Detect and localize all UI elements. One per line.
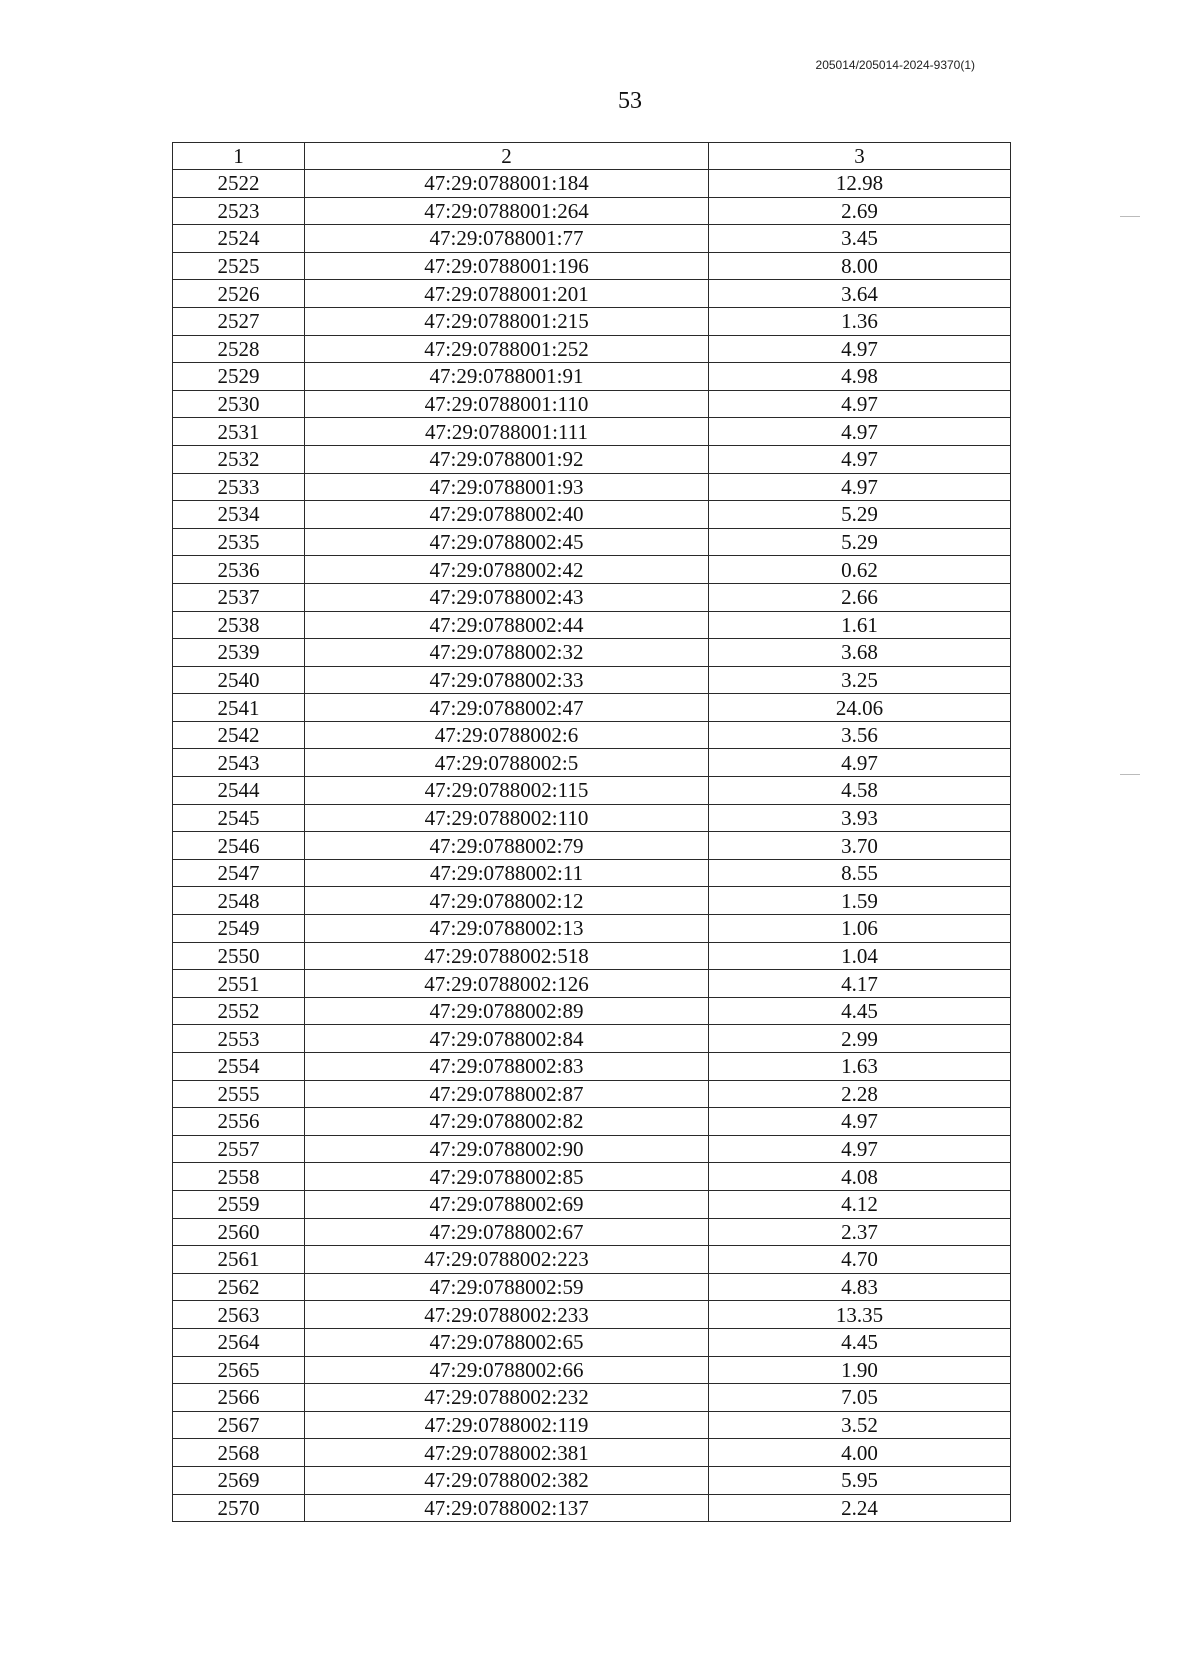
value-cell: 12.98 (709, 170, 1011, 198)
cadastral-number-cell: 47:29:0788002:233 (305, 1301, 709, 1329)
table-row (173, 1025, 1011, 1053)
cadastral-number-cell: 47:29:0788002:40 (305, 501, 709, 529)
document-id: 205014/205014-2024-9370(1) (815, 58, 975, 72)
table-row (173, 1356, 1011, 1384)
cadastral-number-cell: 47:29:0788002:381 (305, 1439, 709, 1467)
value-cell: 8.55 (709, 859, 1011, 887)
cadastral-number-cell: 47:29:0788001:196 (305, 252, 709, 280)
value-cell: 5.95 (709, 1466, 1011, 1494)
cadastral-number-cell: 47:29:0788002:137 (305, 1494, 709, 1522)
row-number-cell: 2554 (173, 1053, 305, 1081)
table-row (173, 280, 1011, 308)
value-cell: 3.70 (709, 832, 1011, 860)
row-number-cell: 2550 (173, 942, 305, 970)
cadastral-number-cell: 47:29:0788002:13 (305, 915, 709, 943)
table-row (173, 694, 1011, 722)
row-number-cell: 2538 (173, 611, 305, 639)
cadastral-number-cell: 47:29:0788002:82 (305, 1108, 709, 1136)
row-number-cell: 2537 (173, 583, 305, 611)
value-cell: 4.97 (709, 418, 1011, 446)
table-row (173, 170, 1011, 198)
row-number-cell: 2536 (173, 556, 305, 584)
value-cell: 3.25 (709, 666, 1011, 694)
row-number-cell: 2559 (173, 1190, 305, 1218)
cadastral-number-cell: 47:29:0788002:89 (305, 997, 709, 1025)
table-row (173, 1246, 1011, 1274)
cadastral-number-cell: 47:29:0788001:264 (305, 197, 709, 225)
cadastral-number-cell: 47:29:0788001:110 (305, 390, 709, 418)
table-header-row (173, 143, 1011, 170)
value-cell: 3.52 (709, 1411, 1011, 1439)
cadastral-number-cell: 47:29:0788002:223 (305, 1246, 709, 1274)
cadastral-number-cell: 47:29:0788002:79 (305, 832, 709, 860)
cadastral-number-cell: 47:29:0788002:5 (305, 749, 709, 777)
cadastral-number-cell: 47:29:0788002:69 (305, 1190, 709, 1218)
row-number-cell: 2553 (173, 1025, 305, 1053)
row-number-cell: 2547 (173, 859, 305, 887)
value-cell: 1.59 (709, 887, 1011, 915)
table-row (173, 307, 1011, 335)
row-number-cell: 2535 (173, 528, 305, 556)
value-cell: 1.04 (709, 942, 1011, 970)
cadastral-number-cell: 47:29:0788001:93 (305, 473, 709, 501)
row-number-cell: 2567 (173, 1411, 305, 1439)
table-row (173, 639, 1011, 667)
value-cell: 4.97 (709, 1108, 1011, 1136)
row-number-cell: 2568 (173, 1439, 305, 1467)
cadastral-number-cell: 47:29:0788002:42 (305, 556, 709, 584)
value-cell: 4.70 (709, 1246, 1011, 1274)
column-header: 1 (173, 143, 305, 170)
row-number-cell: 2524 (173, 225, 305, 253)
table-row (173, 749, 1011, 777)
cadastral-number-cell: 47:29:0788002:33 (305, 666, 709, 694)
row-number-cell: 2558 (173, 1163, 305, 1191)
value-cell: 3.56 (709, 721, 1011, 749)
row-number-cell: 2549 (173, 915, 305, 943)
table-row (173, 528, 1011, 556)
value-cell: 1.63 (709, 1053, 1011, 1081)
cadastral-number-cell: 47:29:0788002:83 (305, 1053, 709, 1081)
value-cell: 3.93 (709, 804, 1011, 832)
table-row (173, 445, 1011, 473)
row-number-cell: 2522 (173, 170, 305, 198)
value-cell: 1.36 (709, 307, 1011, 335)
table-row (173, 335, 1011, 363)
row-number-cell: 2544 (173, 777, 305, 805)
row-number-cell: 2542 (173, 721, 305, 749)
cadastral-number-cell: 47:29:0788002:59 (305, 1273, 709, 1301)
cadastral-number-cell: 47:29:0788001:91 (305, 363, 709, 391)
cadastral-number-cell: 47:29:0788002:66 (305, 1356, 709, 1384)
value-cell: 24.06 (709, 694, 1011, 722)
cadastral-number-cell: 47:29:0788002:119 (305, 1411, 709, 1439)
table-row (173, 583, 1011, 611)
row-number-cell: 2557 (173, 1135, 305, 1163)
page-number: 53 (618, 88, 642, 114)
row-number-cell: 2526 (173, 280, 305, 308)
table-row (173, 252, 1011, 280)
cadastral-number-cell: 47:29:0788002:232 (305, 1384, 709, 1412)
row-number-cell: 2562 (173, 1273, 305, 1301)
value-cell: 3.45 (709, 225, 1011, 253)
cadastral-number-cell: 47:29:0788002:12 (305, 887, 709, 915)
table-row (173, 942, 1011, 970)
row-number-cell: 2528 (173, 335, 305, 363)
cadastral-number-cell: 47:29:0788001:252 (305, 335, 709, 363)
table-row (173, 1273, 1011, 1301)
table-row (173, 1135, 1011, 1163)
value-cell: 0.62 (709, 556, 1011, 584)
value-cell: 5.29 (709, 528, 1011, 556)
table-row (173, 1163, 1011, 1191)
cadastral-number-cell: 47:29:0788002:11 (305, 859, 709, 887)
cadastral-number-cell: 47:29:0788002:84 (305, 1025, 709, 1053)
value-cell: 4.17 (709, 970, 1011, 998)
cadastral-number-cell: 47:29:0788002:126 (305, 970, 709, 998)
value-cell: 4.97 (709, 445, 1011, 473)
row-number-cell: 2570 (173, 1494, 305, 1522)
table-row (173, 418, 1011, 446)
column-header: 2 (305, 143, 709, 170)
row-number-cell: 2560 (173, 1218, 305, 1246)
value-cell: 5.29 (709, 501, 1011, 529)
cadastral-number-cell: 47:29:0788002:45 (305, 528, 709, 556)
value-cell: 4.97 (709, 1135, 1011, 1163)
value-cell: 1.90 (709, 1356, 1011, 1384)
cadastral-number-cell: 47:29:0788001:184 (305, 170, 709, 198)
table-row (173, 363, 1011, 391)
margin-mark (1120, 774, 1140, 775)
value-cell: 4.08 (709, 1163, 1011, 1191)
value-cell: 4.97 (709, 473, 1011, 501)
row-number-cell: 2548 (173, 887, 305, 915)
value-cell: 2.28 (709, 1080, 1011, 1108)
cadastral-number-cell: 47:29:0788002:115 (305, 777, 709, 805)
row-number-cell: 2564 (173, 1328, 305, 1356)
value-cell: 1.06 (709, 915, 1011, 943)
value-cell: 2.69 (709, 197, 1011, 225)
table-row (173, 887, 1011, 915)
cadastral-number-cell: 47:29:0788001:201 (305, 280, 709, 308)
value-cell: 7.05 (709, 1384, 1011, 1412)
row-number-cell: 2546 (173, 832, 305, 860)
cadastral-number-cell: 47:29:0788001:215 (305, 307, 709, 335)
cadastral-number-cell: 47:29:0788002:43 (305, 583, 709, 611)
cadastral-number-cell: 47:29:0788002:67 (305, 1218, 709, 1246)
value-cell: 4.97 (709, 749, 1011, 777)
row-number-cell: 2534 (173, 501, 305, 529)
row-number-cell: 2541 (173, 694, 305, 722)
row-number-cell: 2539 (173, 639, 305, 667)
cadastral-number-cell: 47:29:0788002:47 (305, 694, 709, 722)
value-cell: 4.58 (709, 777, 1011, 805)
row-number-cell: 2540 (173, 666, 305, 694)
value-cell: 2.24 (709, 1494, 1011, 1522)
cadastral-number-cell: 47:29:0788002:6 (305, 721, 709, 749)
cadastral-number-cell: 47:29:0788001:77 (305, 225, 709, 253)
value-cell: 4.12 (709, 1190, 1011, 1218)
row-number-cell: 2565 (173, 1356, 305, 1384)
table-row (173, 1439, 1011, 1467)
value-cell: 4.97 (709, 335, 1011, 363)
value-cell: 2.66 (709, 583, 1011, 611)
table-row (173, 1053, 1011, 1081)
row-number-cell: 2543 (173, 749, 305, 777)
row-number-cell: 2531 (173, 418, 305, 446)
table-row (173, 997, 1011, 1025)
row-number-cell: 2532 (173, 445, 305, 473)
table-row (173, 556, 1011, 584)
cadastral-number-cell: 47:29:0788002:110 (305, 804, 709, 832)
table-row (173, 970, 1011, 998)
table-row (173, 1466, 1011, 1494)
row-number-cell: 2545 (173, 804, 305, 832)
row-number-cell: 2529 (173, 363, 305, 391)
cadastral-number-cell: 47:29:0788001:92 (305, 445, 709, 473)
value-cell: 2.37 (709, 1218, 1011, 1246)
cadastral-number-cell: 47:29:0788002:85 (305, 1163, 709, 1191)
row-number-cell: 2551 (173, 970, 305, 998)
value-cell: 4.45 (709, 997, 1011, 1025)
row-number-cell: 2563 (173, 1301, 305, 1329)
row-number-cell: 2530 (173, 390, 305, 418)
value-cell: 8.00 (709, 252, 1011, 280)
table-row (173, 915, 1011, 943)
row-number-cell: 2555 (173, 1080, 305, 1108)
table-row (173, 832, 1011, 860)
table-row (173, 777, 1011, 805)
cadastral-number-cell: 47:29:0788001:111 (305, 418, 709, 446)
table-row (173, 1384, 1011, 1412)
table-row (173, 721, 1011, 749)
value-cell: 4.98 (709, 363, 1011, 391)
table-row (173, 666, 1011, 694)
table-row (173, 1080, 1011, 1108)
cadastral-number-cell: 47:29:0788002:65 (305, 1328, 709, 1356)
table-body (173, 170, 1011, 1522)
row-number-cell: 2525 (173, 252, 305, 280)
table-row (173, 1494, 1011, 1522)
table-row (173, 804, 1011, 832)
value-cell: 3.68 (709, 639, 1011, 667)
value-cell: 4.00 (709, 1439, 1011, 1467)
row-number-cell: 2523 (173, 197, 305, 225)
cadastral-number-cell: 47:29:0788002:382 (305, 1466, 709, 1494)
data-table (172, 142, 1011, 1522)
row-number-cell: 2556 (173, 1108, 305, 1136)
table-row (173, 1411, 1011, 1439)
cadastral-number-cell: 47:29:0788002:87 (305, 1080, 709, 1108)
value-cell: 3.64 (709, 280, 1011, 308)
value-cell: 4.45 (709, 1328, 1011, 1356)
table-row (173, 197, 1011, 225)
table-row (173, 473, 1011, 501)
margin-mark (1120, 216, 1140, 217)
row-number-cell: 2552 (173, 997, 305, 1025)
table-row (173, 1328, 1011, 1356)
cadastral-number-cell: 47:29:0788002:518 (305, 942, 709, 970)
column-header: 3 (709, 143, 1011, 170)
table-row (173, 1190, 1011, 1218)
value-cell: 1.61 (709, 611, 1011, 639)
row-number-cell: 2561 (173, 1246, 305, 1274)
table-row (173, 501, 1011, 529)
value-cell: 4.83 (709, 1273, 1011, 1301)
table-row (173, 1301, 1011, 1329)
table-row (173, 1108, 1011, 1136)
table-row (173, 1218, 1011, 1246)
table-row (173, 225, 1011, 253)
value-cell: 13.35 (709, 1301, 1011, 1329)
value-cell: 4.97 (709, 390, 1011, 418)
row-number-cell: 2566 (173, 1384, 305, 1412)
table-row (173, 390, 1011, 418)
row-number-cell: 2533 (173, 473, 305, 501)
cadastral-number-cell: 47:29:0788002:90 (305, 1135, 709, 1163)
cadastral-number-cell: 47:29:0788002:32 (305, 639, 709, 667)
table-row (173, 859, 1011, 887)
table-row (173, 611, 1011, 639)
cadastral-number-cell: 47:29:0788002:44 (305, 611, 709, 639)
value-cell: 2.99 (709, 1025, 1011, 1053)
row-number-cell: 2527 (173, 307, 305, 335)
row-number-cell: 2569 (173, 1466, 305, 1494)
